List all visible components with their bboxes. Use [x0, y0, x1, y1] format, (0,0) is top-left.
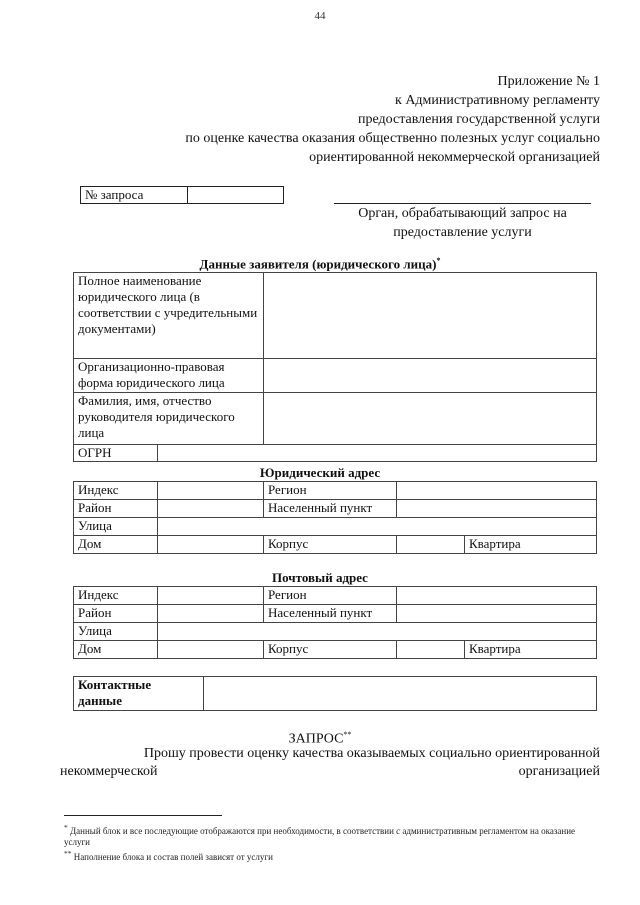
postal-region-field[interactable] — [397, 587, 597, 605]
legal-building-field[interactable] — [397, 536, 465, 554]
request-number-label: № запроса — [81, 187, 188, 203]
request-title-mark: ** — [343, 730, 352, 739]
contacts-label — [74, 677, 204, 711]
ogrn-label: ОГРН — [74, 445, 158, 462]
full-name-label: Полное наименование юридического лица (в соответствии с учредительными документами) — [74, 273, 264, 359]
legal-region-field[interactable] — [397, 482, 597, 500]
footnotes — [64, 822, 584, 863]
contacts-label-line-1: Контактные — [78, 677, 152, 692]
head-name-label: Фамилия, имя, отчество руководителя юридического лица — [74, 393, 264, 445]
postal-apartment-cell[interactable] — [465, 641, 597, 659]
legal-locality-label: Населенный пункт — [264, 500, 397, 518]
footnote-2 — [64, 848, 584, 863]
footnote-2-text: Наполнение блока и состав полей зависят от услуги — [73, 852, 273, 862]
footnote-1 — [64, 822, 584, 848]
postal-locality-label: Населенный пункт — [264, 605, 397, 623]
postal-apartment-label: Квартира — [469, 641, 521, 656]
request-text-line-2-right: организацией — [518, 764, 600, 779]
postal-building-label: Корпус — [264, 641, 397, 659]
legal-building-label: Корпус — [264, 536, 397, 554]
request-number-box — [80, 186, 284, 204]
legal-apartment-cell[interactable] — [465, 536, 597, 554]
postal-building-field[interactable] — [397, 641, 465, 659]
contacts-label-line-2: данные — [78, 693, 122, 708]
appendix-line-3: предоставления государственной услуги — [358, 112, 600, 127]
applicant-section-title — [0, 256, 640, 272]
request-text-line-2-left: некоммерческой — [60, 764, 158, 779]
postal-street-label: Улица — [74, 623, 158, 641]
postal-district-label: Район — [74, 605, 158, 623]
request-text — [60, 745, 600, 781]
postal-house-label: Дом — [74, 641, 158, 659]
appendix-line-5: ориентированной некоммерческой организацией — [309, 150, 600, 165]
page-number: 44 — [314, 10, 326, 22]
contacts-field[interactable] — [204, 677, 597, 711]
appendix-line-4: по оценке качества оказания общественно полезных услуг социально — [185, 131, 600, 146]
legal-index-label: Индекс — [74, 482, 158, 500]
appendix-line-1: Приложение № 1 — [497, 74, 600, 89]
legal-street-label: Улица — [74, 518, 158, 536]
head-name-field[interactable] — [264, 393, 597, 445]
legal-address-table — [73, 481, 597, 554]
organ-caption-line-2: предоставление услуги — [393, 225, 532, 240]
legal-locality-field[interactable] — [397, 500, 597, 518]
legal-index-field[interactable] — [158, 482, 264, 500]
postal-index-field[interactable] — [158, 587, 264, 605]
legal-region-label: Регион — [264, 482, 397, 500]
legal-form-label: Организационно-правовая форма юридического лица — [74, 359, 264, 393]
applicant-title-text: Данные заявителя (юридического лица) — [199, 256, 437, 272]
request-title-text: ЗАПРОС — [288, 731, 344, 747]
contacts-table — [73, 676, 597, 711]
postal-address-title: Почтовый адрес — [272, 570, 368, 585]
request-text-line-1: Прошу провести оценку качества оказываемых социально ориентированной — [143, 746, 600, 761]
appendix-line-2: к Административному регламенту — [395, 93, 600, 108]
footnote-2-mark: ** — [64, 849, 72, 858]
legal-district-label: Район — [74, 500, 158, 518]
applicant-table — [73, 272, 597, 462]
legal-district-field[interactable] — [158, 500, 264, 518]
legal-form-field[interactable] — [264, 359, 597, 393]
footnote-1-mark: * — [64, 823, 68, 832]
footnote-1-text: Данный блок и все последующие отображаются при необходимости, в соответствии с административным регламентом на оказание услуги — [64, 826, 576, 847]
legal-street-field[interactable] — [158, 518, 597, 536]
postal-index-label: Индекс — [74, 587, 158, 605]
postal-street-field[interactable] — [158, 623, 597, 641]
full-name-field[interactable] — [264, 273, 597, 359]
legal-apartment-label: Квартира — [469, 536, 521, 551]
legal-house-label: Дом — [74, 536, 158, 554]
request-number-field[interactable] — [188, 187, 283, 203]
postal-district-field[interactable] — [158, 605, 264, 623]
request-text-line-2 — [60, 763, 600, 781]
applicant-title-mark: * — [436, 256, 441, 265]
postal-region-label: Регион — [264, 587, 397, 605]
ogrn-field[interactable] — [158, 445, 597, 462]
legal-house-field[interactable] — [158, 536, 264, 554]
legal-address-title: Юридический адрес — [259, 465, 381, 480]
organ-caption — [334, 204, 591, 242]
postal-locality-field[interactable] — [397, 605, 597, 623]
postal-house-field[interactable] — [158, 641, 264, 659]
footnote-separator — [64, 815, 222, 816]
organ-caption-line-1: Орган, обрабатывающий запрос на — [358, 206, 567, 221]
appendix-header — [130, 72, 600, 167]
postal-address-table — [73, 586, 597, 659]
